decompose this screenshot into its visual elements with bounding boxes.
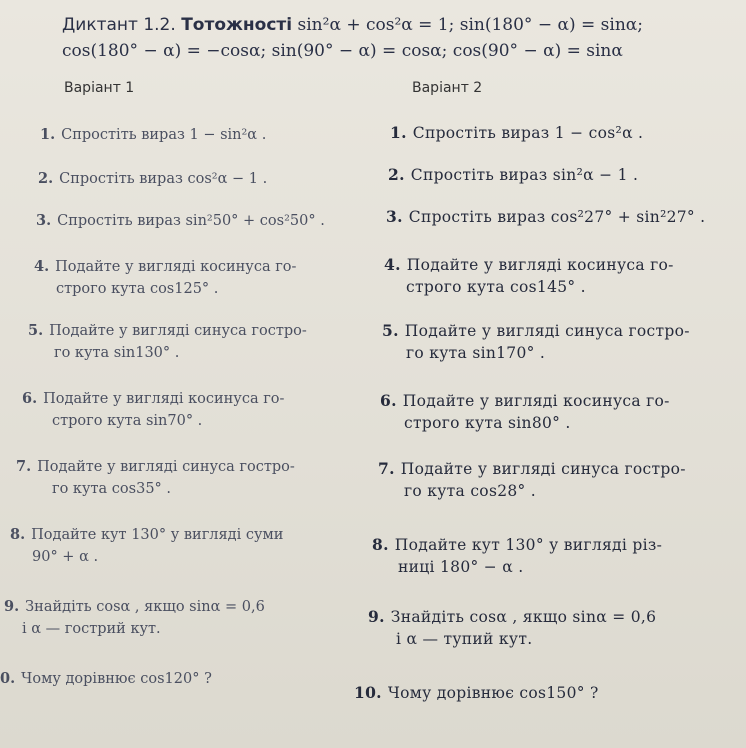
v1-task-10: 0. Чому дорівнює cos120° ?	[0, 670, 212, 687]
v1-task-7: 7. Подайте у вигляді синуса гостро- го кута cos35° .	[16, 458, 295, 497]
v2-task-6: 6. Подайте у вигляді косинуса го- строго кута sin80° .	[380, 391, 670, 432]
v1-task-6: 6. Подайте у вигляді косинуса го- строго кута sin70° .	[22, 390, 285, 429]
dictation-keyword: Тотожності	[181, 15, 293, 35]
v1-task-4: 4. Подайте у вигляді косинуса го- строго кута cos125° .	[34, 258, 297, 297]
v2-task-9: 9. Знайдіть cosα , якщо sinα = 0,6 і α — тупий кут.	[368, 607, 657, 648]
v1-task-2: 2. Спростіть вираз cos²α − 1 .	[38, 170, 268, 187]
dictation-title: Диктант 1.2.	[62, 15, 176, 35]
v1-task-9: 9. Знайдіть cosα , якщо sinα = 0,6 і α — гострий кут.	[4, 598, 265, 637]
v2-task-10: 10. Чому дорівнює cos150° ?	[354, 683, 599, 702]
v1-task-8: 8. Подайте кут 130° у вигляді суми 90° + α .	[10, 526, 284, 565]
identity-formulas-2: cos(180° − α) = −cosα; sin(90° − α) = cosα; cos(90° − α) = sinα	[62, 41, 623, 61]
header-line-1	[62, 12, 732, 38]
v2-task-5: 5. Подайте у вигляді синуса гостро- го кута sin170° .	[382, 321, 690, 362]
v1-task-5: 5. Подайте у вигляді синуса гостро- го кута sin130° .	[28, 322, 307, 361]
v1-task-1: 1. Спростіть вираз 1 − sin²α .	[40, 126, 267, 143]
v2-task-8: 8. Подайте кут 130° у вигляді різ- ниці 180° − α .	[372, 535, 663, 576]
identity-formulas-1: sin²α + cos²α = 1; sin(180° − α) = sinα;	[297, 15, 643, 35]
header-line-2	[62, 38, 732, 64]
v2-task-3: 3. Спростіть вираз cos²27° + sin²27° .	[386, 207, 706, 226]
v2-task-7: 7. Подайте у вигляді синуса гостро- го кута cos28° .	[378, 459, 686, 500]
dictation-header	[62, 12, 732, 64]
variant-1-label: Варіант 1	[64, 80, 135, 96]
v1-task-3: 3. Спростіть вираз sin²50° + cos²50° .	[36, 212, 325, 229]
v2-task-4: 4. Подайте у вигляді косинуса го- строго кута cos145° .	[384, 255, 674, 296]
variant-2-label: Варіант 2	[412, 80, 483, 96]
v2-task-1: 1. Спростіть вираз 1 − cos²α .	[390, 123, 644, 142]
v2-task-2: 2. Спростіть вираз sin²α − 1 .	[388, 165, 639, 184]
